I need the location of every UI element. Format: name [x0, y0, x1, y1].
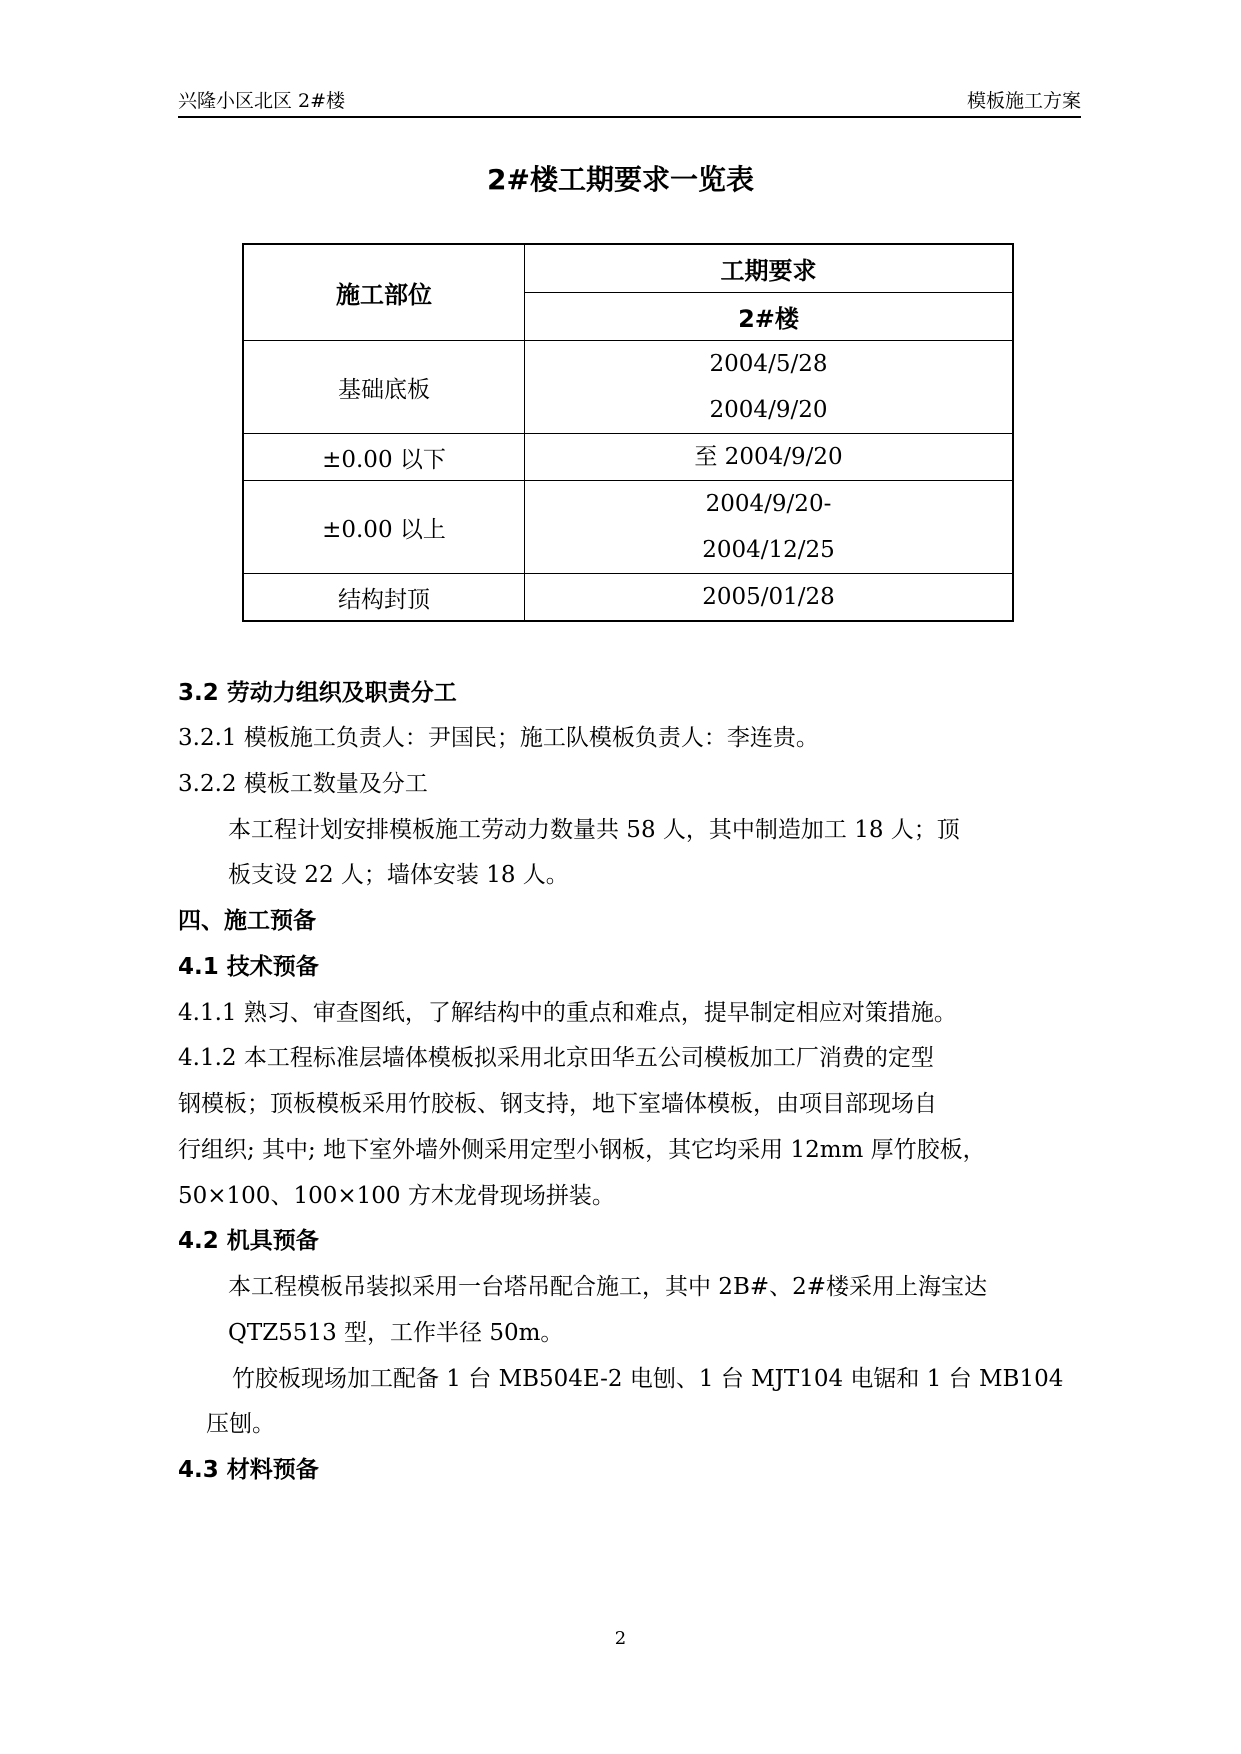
row-dates — [525, 434, 1014, 481]
page-number: 2 — [614, 1628, 627, 1649]
heading-4-2: 4.2 机具预备 — [178, 1228, 319, 1254]
table-row — [243, 481, 1013, 574]
header-project-name: 兴隆小区北区 2#楼 — [178, 90, 346, 112]
col-subheader-building: 2#楼 — [525, 293, 1014, 341]
labor-text-line-1: 本工程计划安排模板施工劳动力数量共 58 人，其中制造加工 18 人；顶 — [228, 817, 960, 843]
paragraph-4-2-line-1: 本工程模板吊装拟采用一台塔吊配合施工，其中 2B#、2#楼采用上海宝达 — [228, 1274, 988, 1300]
paragraph-4-2-line-4: 压刨。 — [206, 1411, 275, 1437]
date-line: 2004/12/25 — [702, 537, 835, 563]
col-header-schedule: 工期要求 — [525, 244, 1014, 293]
paragraph-4-1-2-line-1: 4.1.2 本工程标准层墙体模板拟采用北京田华五公司模板加工厂消费的定型 — [178, 1045, 934, 1071]
row-dates — [525, 341, 1014, 434]
paragraph-3-2-1: 3.2.1 模板施工负责人：尹国民；施工队模板负责人：李连贵。 — [178, 725, 819, 751]
paragraph-4-2-line-2: QTZ5513 型，工作半径 50m。 — [228, 1320, 564, 1346]
heading-4-3: 4.3 材料预备 — [178, 1457, 319, 1483]
table-title: 2#楼工期要求一览表 — [487, 163, 754, 196]
paragraph-4-1-2-line-3: 行组织; 其中; 地下室外墙外侧采用定型小钢板，其它均采用 12mm 厚竹胶板， — [178, 1137, 986, 1163]
row-part: ±0.00 以下 — [243, 434, 525, 481]
col-header-part: 施工部位 — [243, 244, 525, 341]
heading-4: 四、施工预备 — [178, 908, 316, 934]
heading-3-2: 3.2 劳动力组织及职责分工 — [178, 680, 457, 706]
paragraph-4-1-2-line-4: 50×100、100×100 方木龙骨现场拼装。 — [178, 1183, 615, 1209]
page-header — [178, 84, 1081, 118]
table-row — [243, 341, 1013, 434]
paragraph-4-1-2-line-2: 钢模板；顶板模板采用竹胶板、钢支持，地下室墙体模板，由项目部现场自 — [178, 1091, 937, 1117]
date-line: 2004/5/28 — [709, 351, 828, 377]
schedule-table — [242, 243, 1014, 622]
date-line: 至 2004/9/20 — [694, 444, 843, 470]
paragraph-3-2-2: 3.2.2 模板工数量及分工 — [178, 771, 428, 797]
row-part: ±0.00 以上 — [243, 481, 525, 574]
table-row — [243, 574, 1013, 622]
labor-text-line-2: 板支设 22 人；墙体安装 18 人。 — [228, 862, 569, 888]
date-line: 2004/9/20- — [705, 491, 832, 517]
header-document-name: 模板施工方案 — [966, 90, 1081, 112]
table-row — [243, 434, 1013, 481]
paragraph-4-1-1: 4.1.1 熟习、审查图纸，了解结构中的重点和难点，提早制定相应对策措施。 — [178, 1000, 957, 1026]
date-line: 2004/9/20 — [709, 397, 828, 423]
row-dates — [525, 574, 1014, 622]
date-line: 2005/01/28 — [702, 584, 835, 610]
row-part: 基础底板 — [243, 341, 525, 434]
heading-4-1: 4.1 技术预备 — [178, 954, 319, 980]
row-part: 结构封顶 — [243, 574, 525, 622]
paragraph-4-2-line-3: 竹胶板现场加工配备 1 台 MB504E-2 电刨、1 台 MJT104 电锯和 1 台 MB104 — [232, 1366, 1064, 1392]
row-dates — [525, 481, 1014, 574]
